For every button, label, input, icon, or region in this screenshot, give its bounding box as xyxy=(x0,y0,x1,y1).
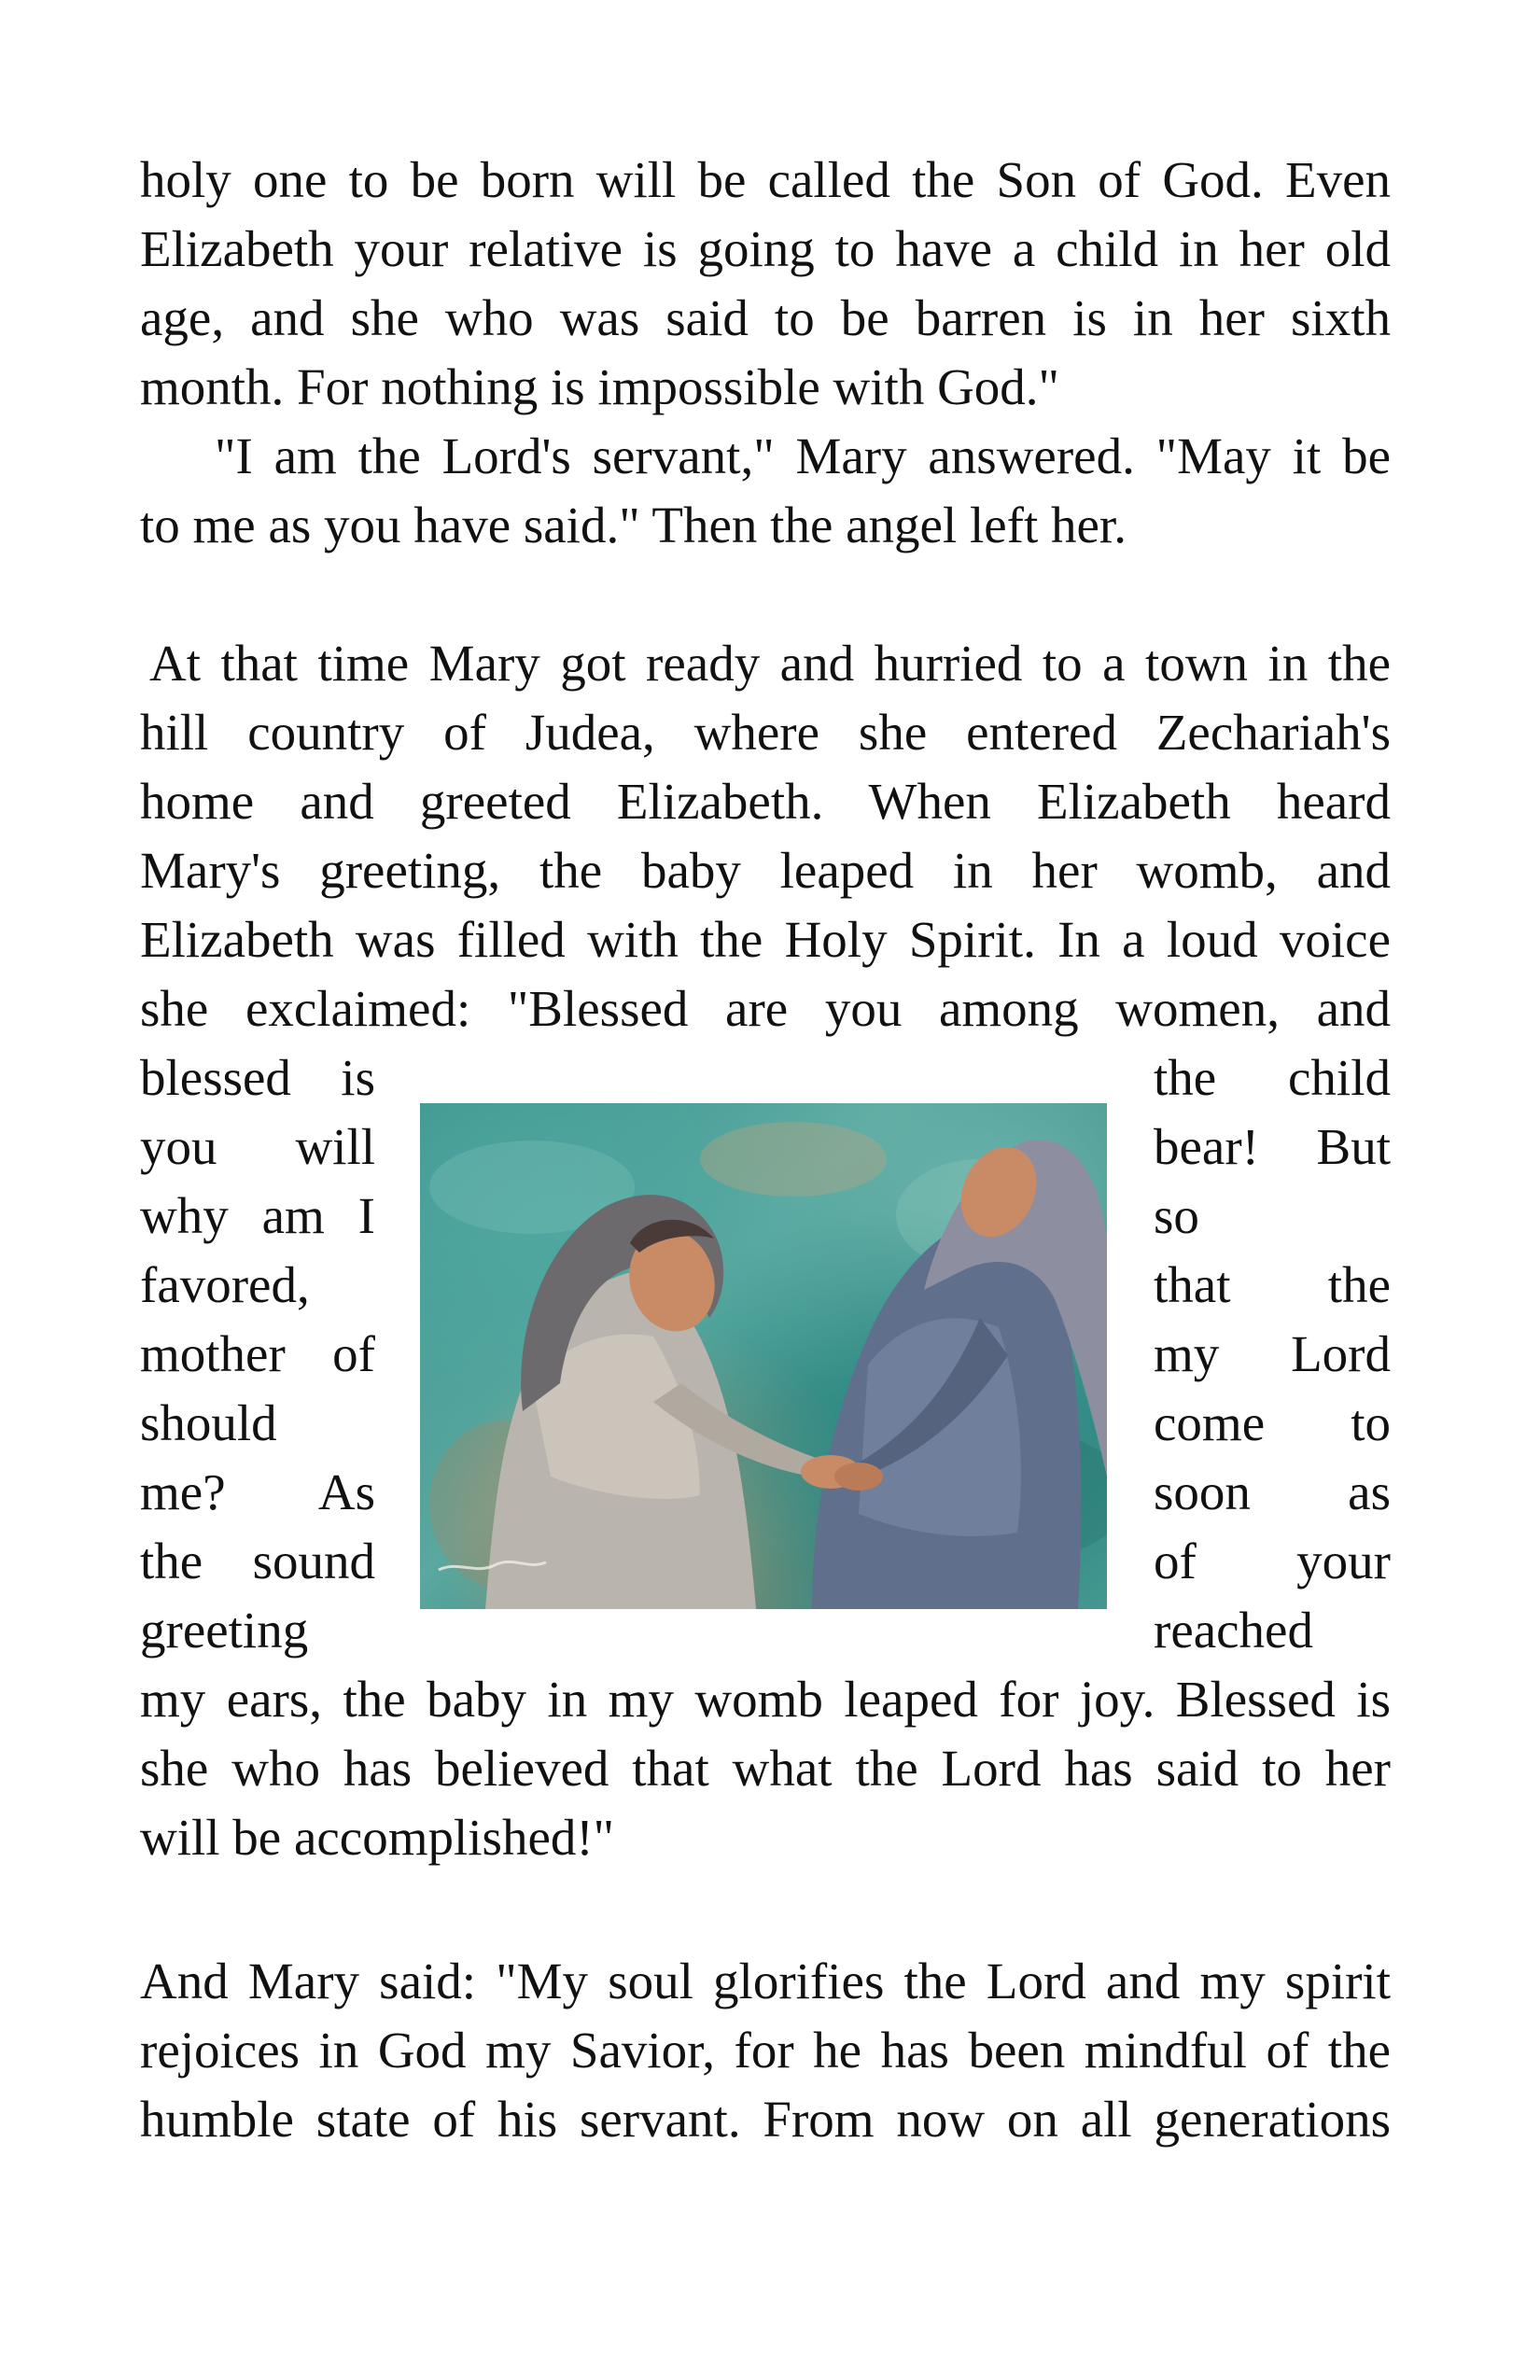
text-line: she exclaimed: "Blessed are you among women, and xyxy=(140,980,1391,1037)
text-line: And Mary said: "My soul glorifies the Lord and my spirit xyxy=(140,1953,1391,2009)
text-line: "I am the Lord's servant," Mary answered. "May it be xyxy=(215,427,1391,484)
wrap-text-right: come to xyxy=(1154,1394,1391,1451)
text-line: month. For nothing is impossible with God." xyxy=(140,358,1060,415)
wrap-text-left: blessed is xyxy=(140,1049,375,1106)
wrap-text-left: me? As xyxy=(140,1463,375,1520)
text-line: rejoices in God my Savior, for he has been mindful of the xyxy=(140,2022,1391,2079)
text-line: Mary's greeting, the baby leaped in her womb, and xyxy=(140,842,1391,899)
text-line: hill country of Judea, where she entered Zechariah's xyxy=(140,704,1391,761)
text-line: humble state of his servant. From now on all generations xyxy=(140,2091,1391,2148)
wrap-text-right: soon as xyxy=(1154,1463,1391,1520)
wrap-text-left: why am I xyxy=(140,1187,375,1244)
wrap-text-right: reached xyxy=(1154,1602,1313,1659)
painting-artwork xyxy=(420,1103,1107,1609)
wrap-text-right: of your xyxy=(1154,1533,1391,1589)
wrap-text-left: mother of xyxy=(140,1325,375,1382)
visitation-painting xyxy=(420,1103,1107,1609)
wrap-text-right: that the xyxy=(1154,1256,1391,1313)
text-line: home and greeted Elizabeth. When Elizabeth heard xyxy=(140,773,1391,830)
text-line: to me as you have said." Then the angel left her. xyxy=(140,497,1127,553)
wrap-text-left: the sound xyxy=(140,1533,375,1589)
wrap-text-right: bear! But xyxy=(1154,1118,1391,1175)
text-line: At that time Mary got ready and hurried to a town in the xyxy=(149,635,1391,692)
wrap-text-right: my Lord xyxy=(1154,1325,1391,1382)
text-line: will be accomplished!" xyxy=(140,1809,615,1866)
text-line: Elizabeth was filled with the Holy Spirit. In a loud voice xyxy=(140,911,1391,968)
wrap-text-right: so xyxy=(1154,1187,1199,1244)
wrap-text-left: greeting xyxy=(140,1602,309,1659)
text-line: age, and she who was said to be barren is in her sixth xyxy=(140,289,1391,346)
text-line: my ears, the baby in my womb leaped for joy. Blessed is xyxy=(140,1671,1391,1728)
text-line: Elizabeth your relative is going to have a child in her old xyxy=(140,220,1391,277)
wrap-text-right: the child xyxy=(1154,1049,1391,1106)
wrap-text-left: you will xyxy=(140,1118,375,1175)
wrap-text-left: should xyxy=(140,1394,277,1451)
text-line: she who has believed that what the Lord has said to her xyxy=(140,1740,1391,1797)
wrap-text-left: favored, xyxy=(140,1256,310,1313)
text-line: holy one to be born will be called the Son of God. Even xyxy=(140,151,1391,208)
